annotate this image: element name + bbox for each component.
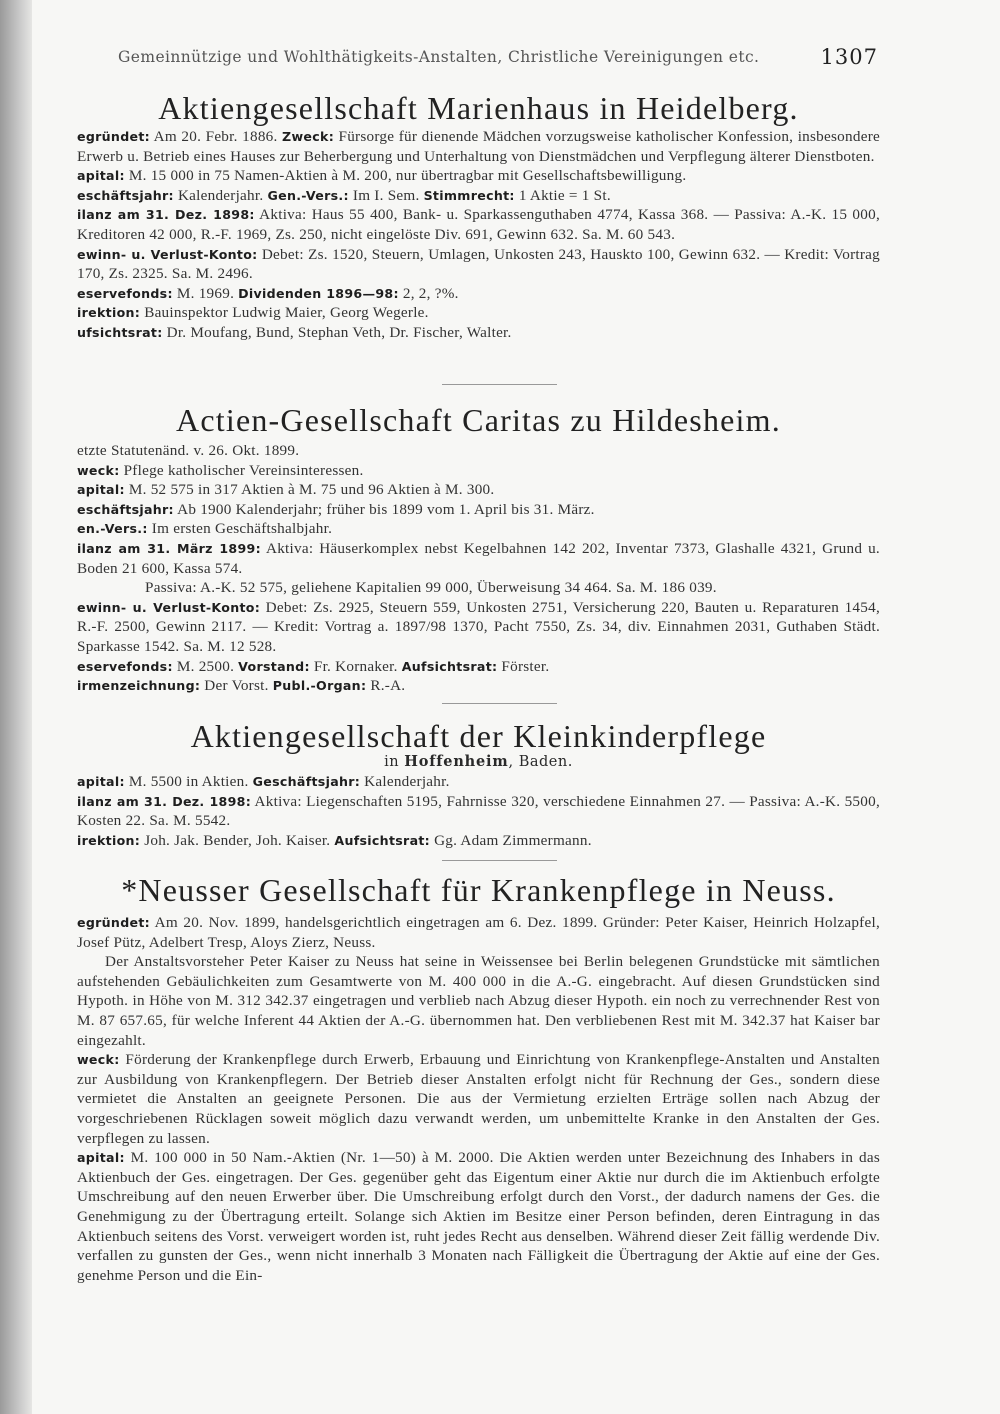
entry-paragraph: eschäftsjahr: Kalenderjahr. Gen.-Vers.: Im I. Sem. Stimmrecht: 1 Aktie = 1 St. [77, 186, 611, 204]
section-title: *Neusser Gesellschaft für Krankenpflege in Neuss. [121, 872, 836, 908]
section-title: Aktiengesellschaft der Kleinkinderpflege [190, 718, 767, 754]
entry-paragraph: etzte Statutenänd. v. 26. Okt. 1899. [77, 442, 300, 459]
entry-paragraph: ilanz am 31. Dez. 1898: Aktiva: Liegenschaften 5195, Fahrnisse 320, verschiedene Einnahmen 27. — Passiva: A.-K. 5500, Kosten 22. Sa. M. 5542. [77, 792, 881, 830]
section-caritas [77, 402, 880, 696]
section-kleinkinderpflege [77, 718, 880, 850]
section-divider [442, 860, 557, 861]
entry-paragraph: egründet: Am 20. Nov. 1899, handelsgerichtlich eingetragen am 6. Dez. 1899. Gründer: Peter Kaiser, Heinrich Holzapfel, Josef Pütz, Adelbert Tresp, Aloys Zierz, Neuss. [77, 914, 880, 951]
place-name: Hoffenheim [404, 753, 509, 770]
entry-paragraph: egründet: Am 20. Febr. 1886. Zweck: Fürsorge für dienende Mädchen vorzugsweise katholischer Konfession, insbesondere Erwerb u. Betrieb eines Hauses zur Beherbergung und Unterhaltung von Dienstmädchen und Verpflegung älterer Dienstboten. [77, 128, 880, 165]
entry-paragraph: apital: M. 15 000 in 75 Namen-Aktien à M. 200, nur übertragbar mit Gesellschaftsbewilligung. [77, 167, 687, 185]
entry-paragraph: ewinn- u. Verlust-Konto: Debet: Zs. 1520, Steuern, Umlagen, Unkosten 243, Hauskto 100, Gewinn 632. — Kredit: Vortrag 170, Zs. 2325. Sa. M. 2496. [77, 245, 881, 283]
running-title: Gemeinnützige und Wohlthätigkeits-Anstalten, Christliche Vereinigungen etc. [118, 48, 760, 66]
entry-paragraph: irektion: Joh. Jak. Bender, Joh. Kaiser. Aufsichtsrat: Gg. Adam Zimmermann. [77, 831, 592, 849]
entry-paragraph: ufsichtsrat: Dr. Moufang, Bund, Stephan Veth, Dr. Fischer, Walter. [77, 323, 512, 341]
entry-paragraph: apital: M. 100 000 in 50 Nam.-Aktien (Nr. 1—50) à M. 2000. Die Aktien werden unter Bezeichnung des Inhabers in das Aktienbuch der Ges. eingetragen. Der Ges. gegenüber geht das Eigentum einer Aktie nur durch die im Aktienbuch erfolgte Umschreibung auf den neuen Erwerber über. Die Umschreibung erfolgt durch den Vorst., der dadurch namens der Ges. die Genehmigung zu der Übertragung erteilt. Solange sich Aktien im Besitze einer Person befinden, deren Eintragung in das Aktienbuch seitens des Vorst. verweigert worden ist, ruht jedes Recht aus denselben. Während dieser Zeit fällig werdende Div. verfallen zu gunsten der Ges., wenn nicht innerhalb 3 Monaten nach Fälligkeit die Übertragung der Aktie auf eine der Ges. genehme Person und die Ein- [77, 1149, 881, 1284]
entry-paragraph: apital: M. 5500 in Aktien. Geschäftsjahr: Kalenderjahr. [77, 773, 450, 790]
page-number: 1307 [820, 45, 878, 69]
section-marienhaus [77, 90, 880, 343]
entry-paragraph: irmenzeichnung: Der Vorst. Publ.-Organ: R.-A. [77, 677, 406, 695]
entry-paragraph: weck: Förderung der Krankenpflege durch Erwerb, Erbauung und Einrichtung von Krankenpflege-Anstalten und Anstalten zur Ausbildung von Krankenpflegern. Der Betrieb dieser Anstalten erfolgt nicht für Rechnung der Ges., sondern diese vermietet die Anstalten an geeignete Personen. Die aus der Vermietung erzielten Erträge sollen nach Abzug der vorgeschriebenen Rücklagen soweit möglich dazu verwandt werden, um unbemittelte Kranke in den Anstalten der Ges. verpflegen zu lassen. [77, 1051, 880, 1147]
section-subtitle: in Hoffenheim, Baden. [384, 753, 573, 770]
entry-paragraph: eschäftsjahr: Ab 1900 Kalenderjahr; früher bis 1899 vom 1. April bis 31. März. [77, 500, 595, 518]
entry-paragraph: ewinn- u. Verlust-Konto: Debet: Zs. 2925, Steuern 559, Unkosten 2751, Versicherung 220, Bauten u. Reparaturen 1454, R.-F. 2500, Gewinn 2117. — Kredit: Vortrag a. 1897/98 1370, Pacht 7550, Zs. 34, div. Einnahmen 2031, Guthaben Städt. Sparkasse 1542. Sa. M. 12 528. [77, 598, 881, 655]
entry-paragraph: Passiva: A.-K. 52 575, geliehene Kapitalien 99 000, Überweisung 34 464. Sa. M. 186 039. [145, 579, 717, 597]
entry-paragraph: apital: M. 52 575 in 317 Aktien à M. 75 und 96 Aktien à M. 300. [77, 481, 495, 499]
section-title: Aktiengesellschaft Marienhaus in Heidelberg. [158, 90, 799, 126]
entry-paragraph: weck: Pflege katholischer Vereinsinteressen. [77, 461, 364, 479]
book-spine-shadow [0, 0, 32, 1414]
entry-paragraph: irektion: Bauinspektor Ludwig Maier, Georg Wegerle. [77, 304, 429, 322]
entry-paragraph: en.-Vers.: Im ersten Geschäftshalbjahr. [77, 520, 333, 538]
section-neusser [77, 872, 880, 1285]
section-divider [442, 703, 557, 704]
entry-paragraph: Der Anstaltsvorsteher Peter Kaiser zu Neuss hat seine in Weissensee bei Berlin belegenen Grundstücke mit sämtlichen aufstehenden Gebäulichkeiten zum Gesamtwerte von M. 400 000 in die A.-G. eingebracht. Auf diesen Grundstücken sind Hypoth. in Höhe von M. 312 342.37 eingetragen und verblieb nach Abzug dieser Hypoth. ein noch zu verrechnender Rest von M. 87 657.65, für welche Inferent 44 Aktien der A.-G. übernommen hat. Den verbliebenen Rest mit M. 342.37 hat Kaiser bar eingezahlt. [77, 953, 880, 1049]
entry-paragraph: ilanz am 31. Dez. 1898: Aktiva: Haus 55 400, Bank- u. Sparkassenguthaben 4774, Kassa 368. — Passiva: A.-K. 15 000, Kreditoren 42 000, R.-F. 1969, Zs. 250, nicht eingelöste Div. 691, Gewinn 632. Sa. M. 60 543. [77, 206, 880, 243]
running-header [118, 45, 878, 69]
section-title: Actien-Gesellschaft Caritas zu Hildesheim. [176, 402, 781, 438]
entry-paragraph: eservefonds: M. 2500. Vorstand: Fr. Kornaker. Aufsichtsrat: Förster. [77, 657, 550, 675]
section-divider [442, 384, 557, 385]
entry-paragraph: ilanz am 31. März 1899: Aktiva: Häuserkomplex nebst Kegelbahnen 142 202, Inventar 7373, Glashalle 4321, Grund u. Boden 21 600, Kassa 574. [77, 539, 880, 577]
entry-paragraph: eservefonds: M. 1969. Dividenden 1896—98: 2, 2, ?%. [77, 284, 459, 302]
